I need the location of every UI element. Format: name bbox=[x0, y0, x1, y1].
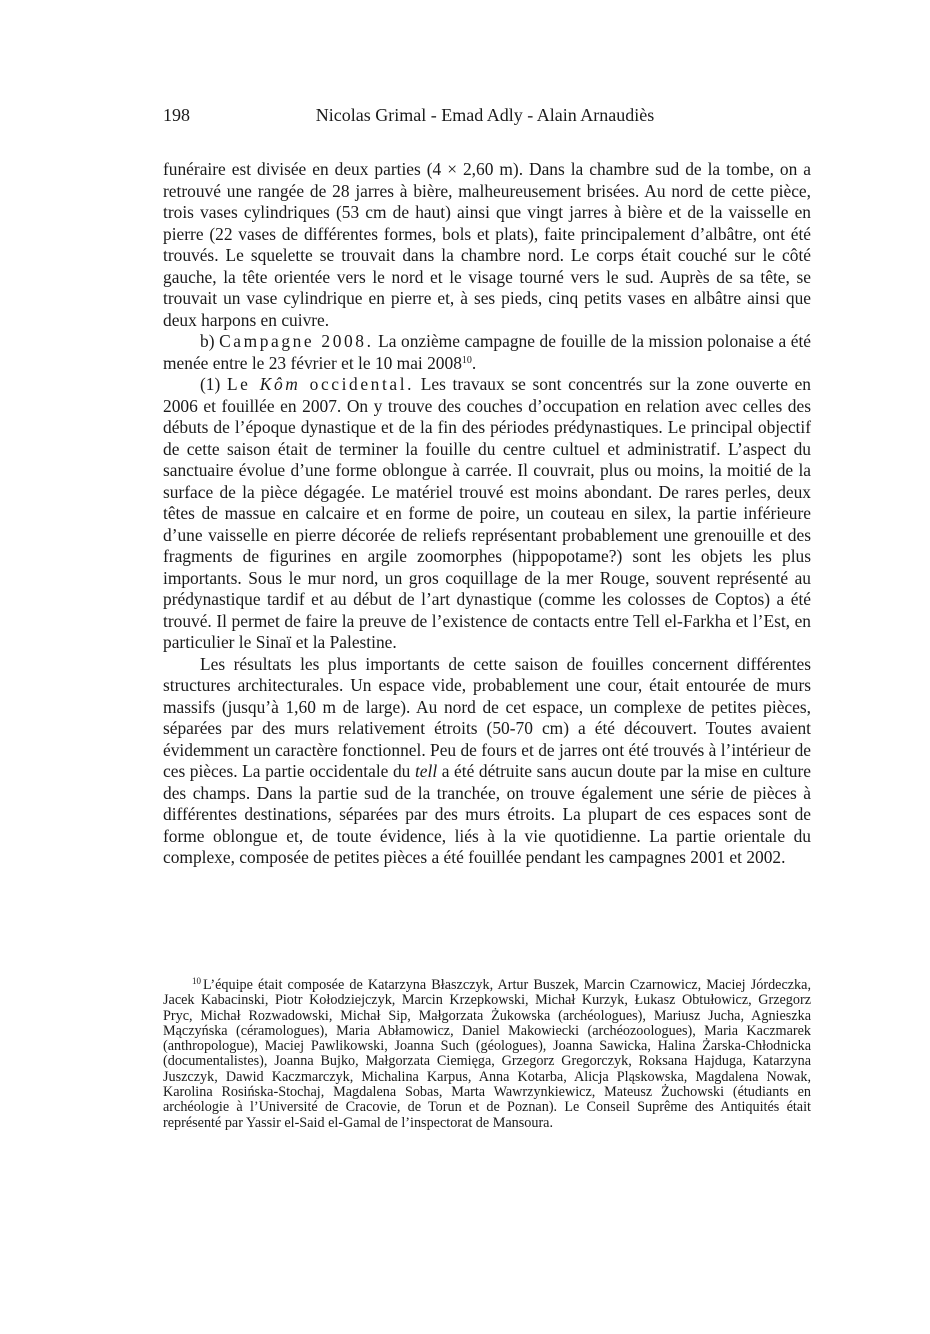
paragraph-3 bbox=[163, 374, 811, 654]
footnote-mark: 10 bbox=[192, 976, 201, 986]
section-heading-kom: Kôm bbox=[259, 374, 301, 394]
paragraph-2-lead: b) bbox=[200, 331, 220, 351]
paragraph-4-before: Les résultats les plus importants de cette saison de fouilles concernent différentes structures architecturales. Un espace vide, probablement une cour, était entourée de murs massifs (jusqu’à 1,60 m de large). Au nord de cet espace, un complexe de petites pièces, séparées par des murs relativement étroits (50-70 cm) a été découvert. Toutes avaient évidemment un caractère fonctionnel. Peu de fours et de jarres ont été trouvés à l’intérieur de ces pièces. La partie occidentale du bbox=[163, 653, 812, 781]
section-heading-le: Le bbox=[226, 374, 260, 394]
paragraph-2-text: La onzième campagne de fouille de la mission polonaise a été menée entre le 23 février et le 10 mai 2008 bbox=[163, 331, 811, 373]
paragraph-1: funéraire est divisée en deux parties (4 × 2,60 m). Dans la chambre sud de la tombe, on a retrouvé une rangée de 28 jarres à bière, malheureusement brisées. Au nord de cette pièce, trois vases cylindriques (53 cm de haut) ainsi que vingt jarres à bière et de la vaisselle en pierre (22 vases de différentes formes, bols et plats), faite principalement d’albâtre, ont été trouvés. Le squelette se trouvait dans la chambre nord. Le corps était couché sur le côté gauche, la tête orientée vers le nord et le visage tourné vers le sud. Auprès de sa tête, se trouvait un vase cylindrique en pierre et, à ses pieds, cinq petits vases en albâtre ainsi que deux harpons en cuivre. bbox=[163, 159, 811, 330]
paragraph-4-after: a été détruite sans aucun doute par la mise en culture des champs. Dans la partie sud de la tranchée, on trouve également une série de pièces à différentes destinations, séparées par des murs étroits. La plupart de ces espaces sont de forme oblongue et, de toute évidence, liés à la vie quotidienne. La partie orientale du complexe, composée de petites pièces a été fouillée pendant les campagnes 2001 et 2002. bbox=[163, 761, 811, 867]
body-text bbox=[163, 159, 811, 869]
italic-term-tell: tell bbox=[414, 761, 438, 781]
section-heading-occidental: occidental. bbox=[300, 374, 415, 394]
paragraph-2-end: . bbox=[471, 352, 477, 373]
paragraph-2 bbox=[163, 331, 811, 374]
footnote-text: L’équipe était composée de Katarzyna Błaszczyk, Artur Buszek, Marcin Czarnowicz, Maciej Jórdeczka, Jacek Kabacinski, Piotr Kołodziejczyk, Marcin Krzepkowski, Michał Kurzyk, Łukasz Obtułowicz, Grzegorz Pryc, Michał Rozwadowski, Michał Sip, Małgorzata Żukowska (archéologues), Mariusz Jucha, Agnieszka Mączyńska (céramologues), Maria Abłamowicz, Daniel Makowiecki (archéozoologues), Maria Kaczmarek (anthropologue), Maciej Pawlikowski, Joanna Such (géologues), Joanna Sawicka, Halina Żarska-Chłodnicka (documentalistes), Joanna Bujko, Małgorzata Ciemięga, Grzegorz Gregorczyk, Roksana Hajduga, Katarzyna Juszczyk, Dawid Kaczmarczyk, Michalina Karpus, Anna Kotarba, Alicja Pląskowska, Magdalena Nowak, Karolina Rosińska-Stochaj, Magdalena Sobas, Marta Wawrzynkiewicz, Mateusz Żuchowski (étudiants en archéologie à l’Université de Cracovie, de Torun et de Poznan). Le Conseil Suprême des Antiquités était représenté par Yassir el-Said el-Gamal de l’inspectorat de Mansoura. bbox=[163, 977, 811, 1131]
page-number: 198 bbox=[163, 105, 190, 125]
paragraph-3-text: Les travaux se sont concentrés sur la zone ouverte en 2006 et fouillée en 2007. On y trouve des couches d’occupation en relation avec celles des débuts de l’époque dynastique et de la fin des périodes prédynastiques. Le principal objectif de cette saison était de terminer la fouille du centre cultuel et administratif. L’aspect du sanctuaire évolue d’une forme oblongue à carrée. Il couvrait, plus ou moins, la moitié de la surface de la pièce dégagée. Le matériel trouvé est moins abondant. De rares perles, deux têtes de massue en calcaire et en forme de poire, un couteau en silex, la partie inférieure d’une vaisselle en pierre décorée de reliefs représentant probablement une grenouille et des fragments de figurines en argile zoomorphes (hippopotame?) sont les objets les plus importants. Sous le mur nord, un gros coquillage de la mer Rouge, souvent représenté au prédynastique tardif et au début de l’art dynastique (comme les colosses de Coptos) a été trouvé. Il permet de faire la preuve de l’existence de contacts entre Tell el-Farkha et l’Est, en particulier le Sinaï et la Palestine. bbox=[163, 374, 811, 652]
footnotes bbox=[163, 978, 811, 1131]
paragraph-4 bbox=[163, 654, 811, 869]
footnote-10 bbox=[163, 978, 811, 1131]
running-head: Nicolas Grimal - Emad Adly - Alain Arnaudiès bbox=[315, 105, 655, 125]
footnote-reference: 10 bbox=[461, 354, 472, 366]
paragraph-3-lead: (1) bbox=[200, 374, 227, 394]
campaign-heading: Campagne 2008. bbox=[219, 331, 374, 351]
